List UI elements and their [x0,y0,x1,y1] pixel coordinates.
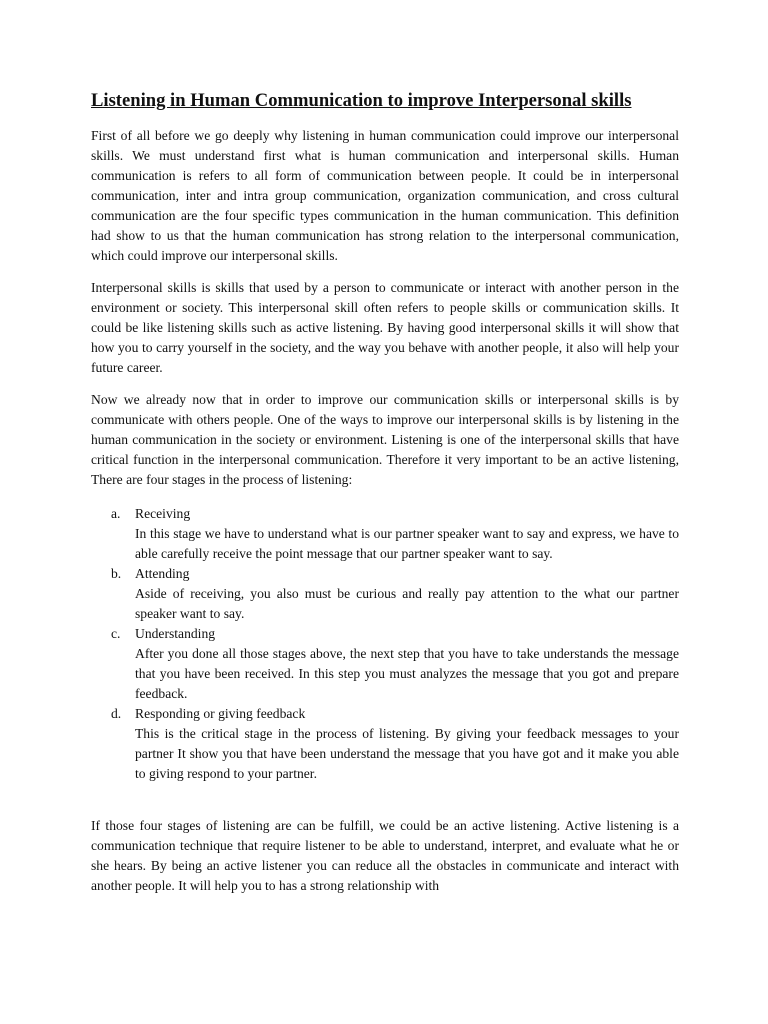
document-title: Listening in Human Communication to improve Interpersonal skills [91,90,632,111]
list-marker: a. [111,506,121,521]
list-marker: d. [111,706,122,721]
stage-title: Responding or giving feedback [135,706,306,721]
stage-title: Attending [135,566,190,581]
stage-description: In this stage we have to understand what is our partner speaker want to say and express, we have to able carefully receive the point message that our partner speaker want to say. [135,526,679,561]
paragraph-closing: If those four stages of listening are can be fulfill, we could be an active listening. Active listening is a communication technique that require listener to be able to understand, interpret, and evaluate what he or she hears. By being an active listener you can reduce all the obstacles in communicate and interact with another people. It will help you to has a strong relationship with [91,818,679,893]
list-item [91,704,679,784]
list-item [91,504,679,564]
stage-description: This is the critical stage in the process of listening. By giving your feedback messages to your partner It show you that have been understand the message that you have got and it make you able to giving respond to your partner. [135,726,679,781]
stage-description: Aside of receiving, you also must be curious and really pay attention to the what our partner speaker want to say. [135,586,679,621]
paragraph-listening-stages-intro: Now we already now that in order to improve our communication skills or interpersonal skills is by communicate with others people. One of the ways to improve our interpersonal skills is by listening in the human communication in the society or environment. Listening is one of the interpersonal skills that have critical function in the interpersonal communication. Therefore it very important to be an active listening, There are four stages in the process of listening: [91,392,679,487]
document-page [91,88,679,908]
stage-description: After you done all those stages above, the next step that you have to take understands the message that you have been received. In this step you must analyzes the message that you got and prepare feedback. [135,646,679,701]
list-item [91,564,679,624]
paragraph-intro: First of all before we go deeply why listening in human communication could improve our interpersonal skills. We must understand first what is human communication and interpersonal skills. Human communication is refers to all form of communication between people. It could be in interpersonal communication, inter and intra group communication, organization communication, and cross cultural communication are the four specific types communication in the human communication. This definition had show to us that the human communication has strong relation to the interpersonal communication, which could improve our interpersonal skills. [91,128,679,263]
stage-title: Receiving [135,506,191,521]
list-item [91,624,679,704]
list-marker: c. [111,626,121,641]
stage-title: Understanding [135,626,216,641]
listening-stages-list [91,504,679,784]
list-marker: b. [111,566,122,581]
paragraph-interpersonal-skills: Interpersonal skills is skills that used by a person to communicate or interact with another person in the environment or society. This interpersonal skill often refers to people skills or communication skills. It could be like listening skills such as active listening. By having good interpersonal skills it will show that how you to carry yourself in the society, and the way you behave with another people, it also will help your future career. [91,280,679,375]
